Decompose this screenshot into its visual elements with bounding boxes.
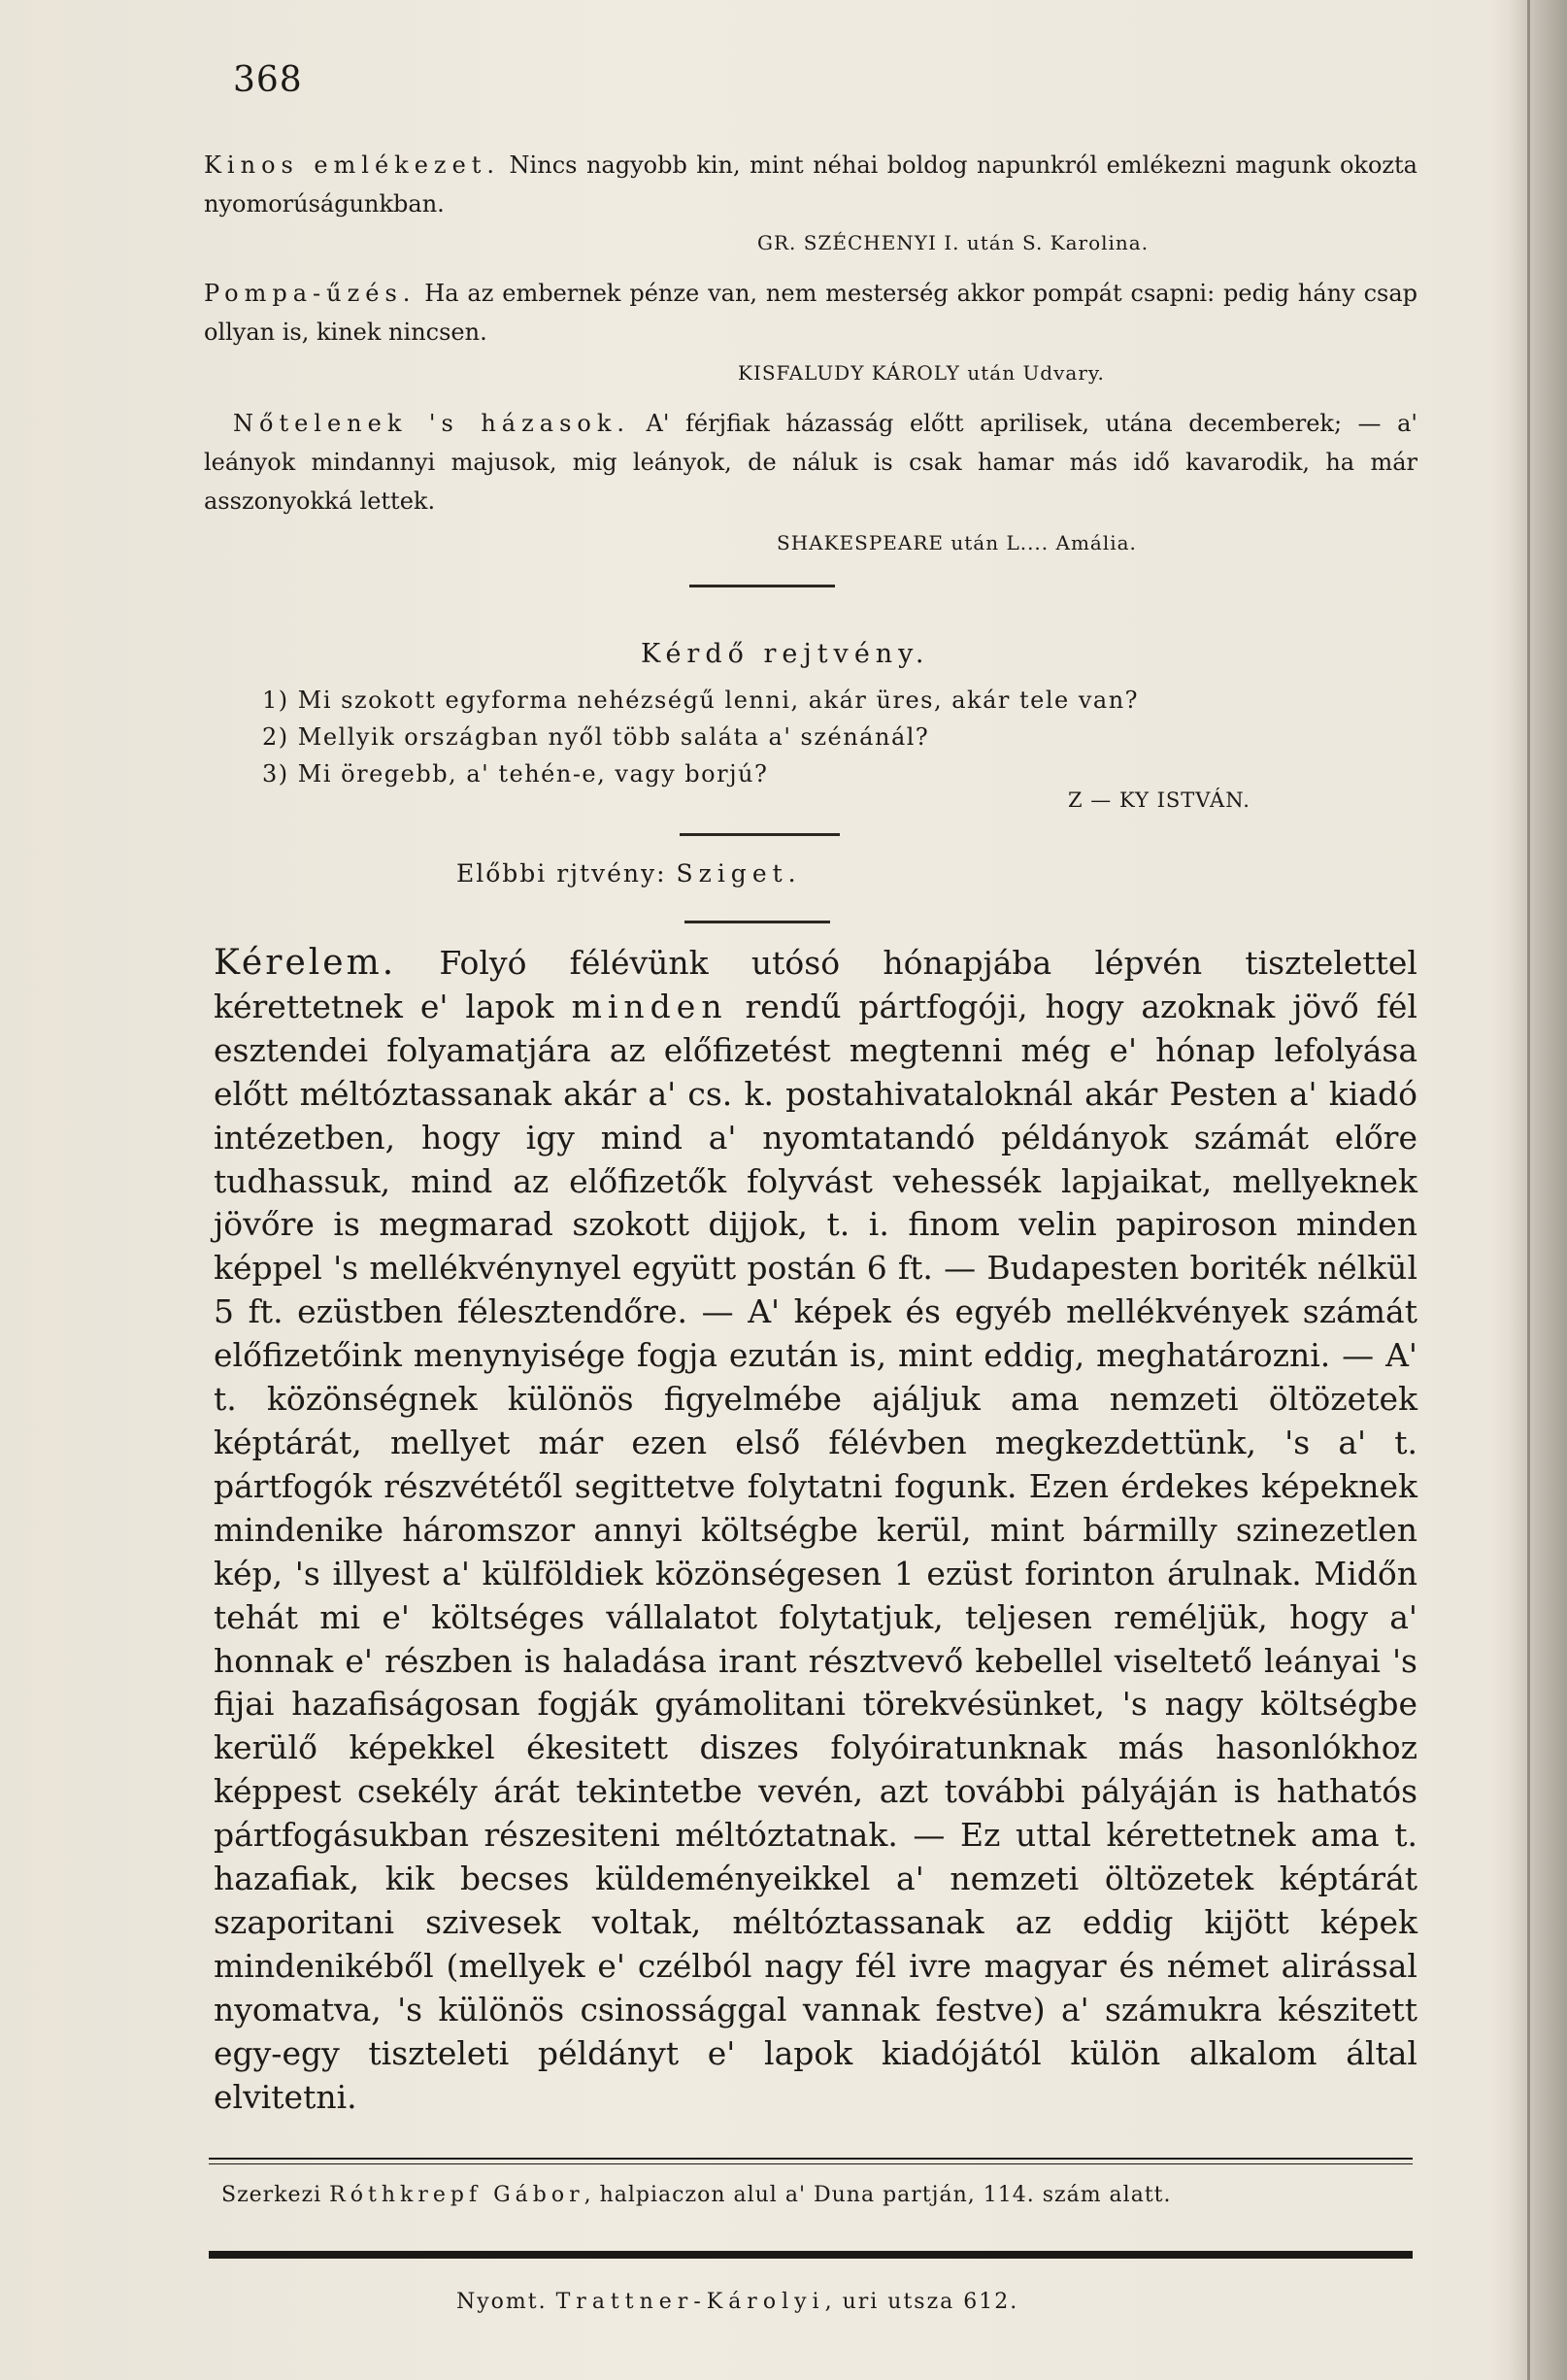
page-number: 368 <box>233 60 303 100</box>
entry-attribution <box>757 231 1149 254</box>
riddle-title: Kérdő rejtvény. <box>641 639 930 669</box>
entry-pompa-uzes <box>204 274 1417 352</box>
entry-text: Ha az embernek pénze van, nem mesterség akkor pompát csapni: pedig hány csap ollyan is, kinek nincsen. <box>204 280 1417 346</box>
attribution-translator: után S. Karolina. <box>959 231 1150 254</box>
entry-text: A' férjfiak házasság előtt aprilisek, utána decemberek; — a' leányok mindannyi majusok, mig leányok, de náluk is csak hamar más idő kavarodik, ha már asszonyokká lettek. <box>204 410 1417 515</box>
attribution-translator: után Udvary. <box>960 361 1105 385</box>
entry-kinos-emlekezet <box>204 146 1417 223</box>
printer-line <box>456 2290 1018 2314</box>
riddle-question: 1) Mi szokott egyforma nehézségű lenni, akár üres, akár tele van? <box>262 687 1140 714</box>
entry-attribution <box>777 531 1137 554</box>
printer-prefix: Nyomt. <box>456 2290 556 2314</box>
editor-prefix: Szerkezi <box>221 2183 330 2207</box>
attribution-author: KISFALUDY KÁROLY <box>738 361 960 385</box>
request-text-before: Folyó félévünk utósó hónapjába lépvén tisztelettel kérettetnek e' lapok <box>214 944 1417 1025</box>
entry-notelenek <box>204 404 1417 520</box>
entry-heading: Nőtelenek 's házasok. <box>233 410 631 437</box>
riddle-author: Z — KY ISTVÁN. <box>1068 788 1250 812</box>
riddle-question: 3) Mi öregebb, a' tehén-e, vagy borjú? <box>262 760 769 788</box>
entry-text: Nincs nagyobb kin, mint néhai boldog napunkról emlékezni magunk okozta nyomorúságunkban. <box>204 151 1417 218</box>
attribution-author: GR. SZÉCHENYI I. <box>757 231 960 254</box>
riddle-question: 2) Mellyik országban nyől több saláta a' szénánál? <box>262 723 930 751</box>
previous-riddle-solution: Sziget. <box>676 859 802 888</box>
printer-address: , uri utsza 612. <box>824 2290 1019 2314</box>
page-edge-shadow <box>1509 0 1567 2380</box>
page-edge-line <box>1527 0 1530 2380</box>
separator-rule <box>680 833 840 836</box>
entry-heading: Kinos emlékezet. <box>204 151 501 179</box>
editor-address: , halpiaczon alul a' Duna partján, 114. szám alatt. <box>583 2183 1172 2207</box>
editor-line <box>221 2183 1172 2207</box>
previous-riddle-answer <box>456 859 802 888</box>
separator-rule <box>684 921 830 923</box>
previous-riddle-label: Előbbi rjtvény: <box>456 859 667 888</box>
attribution-author: SHAKESPEARE <box>777 531 944 554</box>
separator-rule <box>689 585 835 587</box>
attribution-translator: után L.... Amália. <box>944 531 1137 554</box>
request-emphasis: minden <box>571 987 728 1025</box>
request-heading: Kérelem. <box>214 943 397 983</box>
entry-heading: Pompa-űzés. <box>204 280 417 307</box>
footer-rule <box>209 2158 1413 2160</box>
footer-rule-double <box>209 2163 1413 2164</box>
footer-thick-rule <box>209 2251 1413 2259</box>
printer-name: Trattner-Károlyi <box>555 2290 825 2314</box>
request-text-after: rendű pártfogóji, hogy azoknak jövő fél esztendei folyamatjára az előfizetést megtenni még e' hónap lefolyása előtt méltóztassanak akár a' cs. k. postahivataloknál akár Pesten a' kiadó intézetben, hogy igy mind a' nyomtatandó példányok számát előre tudhassuk, mind az előfizetők folyvást vehessék lapjaikat, mellyeknek jövőre is megmarad szokott dijjok, t. i. finom velin papiroson minden képpel 's mellékvénynyel együtt postán 6 ft. — Budapesten boriték nélkül 5 ft. ezüstben félesztendőre. — A' képek és egyéb mellékvények számát előfizetőink menynyisége fogja ezután is, mint eddig, meghatározni. — A' t. közönségnek különös figyelmébe ajáljuk ama nemzeti öltözetek képtárát, mellyet már ezen első félévben megkezdettünk, 's a' t. pártfogók részvététől segittetve folytatni fogunk. Ezen érdekes képeknek mindenike háromszor annyi költségbe kerül, mint bármilly szinezetlen kép, 's illyest a' külföldiek közönségesen 1 ezüst forinton árulnak. Midőn tehát mi e' költséges vállalatot folytatjuk, teljesen reméljük, hogy a' honnak e' részben is haladása irant résztvevő kebellel viseltető leányai 's fijai hazafiságosan fogják gyámolitani törekvésünket, 's nagy költségbe kerülő képekkel ékesitett diszes folyóiratunknak más hasonlókhoz képpest csekély árát tekintetbe vevén, azt további pályáján is hathatós pártfogásukban részesiteni méltóztatnak. — Ez uttal kérettetnek ama t. hazafiak, kik becses küldeményeikkel a' nemzeti öltözetek képtárát szaporitani szivesek voltak, méltóztassanak az eddig kijött képek mindenikéből (mellyek e' czélból nagy fél ivre magyar és német alirással nyomatva, 's különös csinossággal vannak festve) a' számukra készitett egy-egy tiszteleti példányt e' lapok kiadójától külön alkalom által elvitetni. <box>214 987 1417 2116</box>
entry-attribution <box>738 361 1105 385</box>
request-paragraph <box>214 942 1417 2119</box>
editor-name: Róthkrepf Gábor <box>329 2183 584 2207</box>
